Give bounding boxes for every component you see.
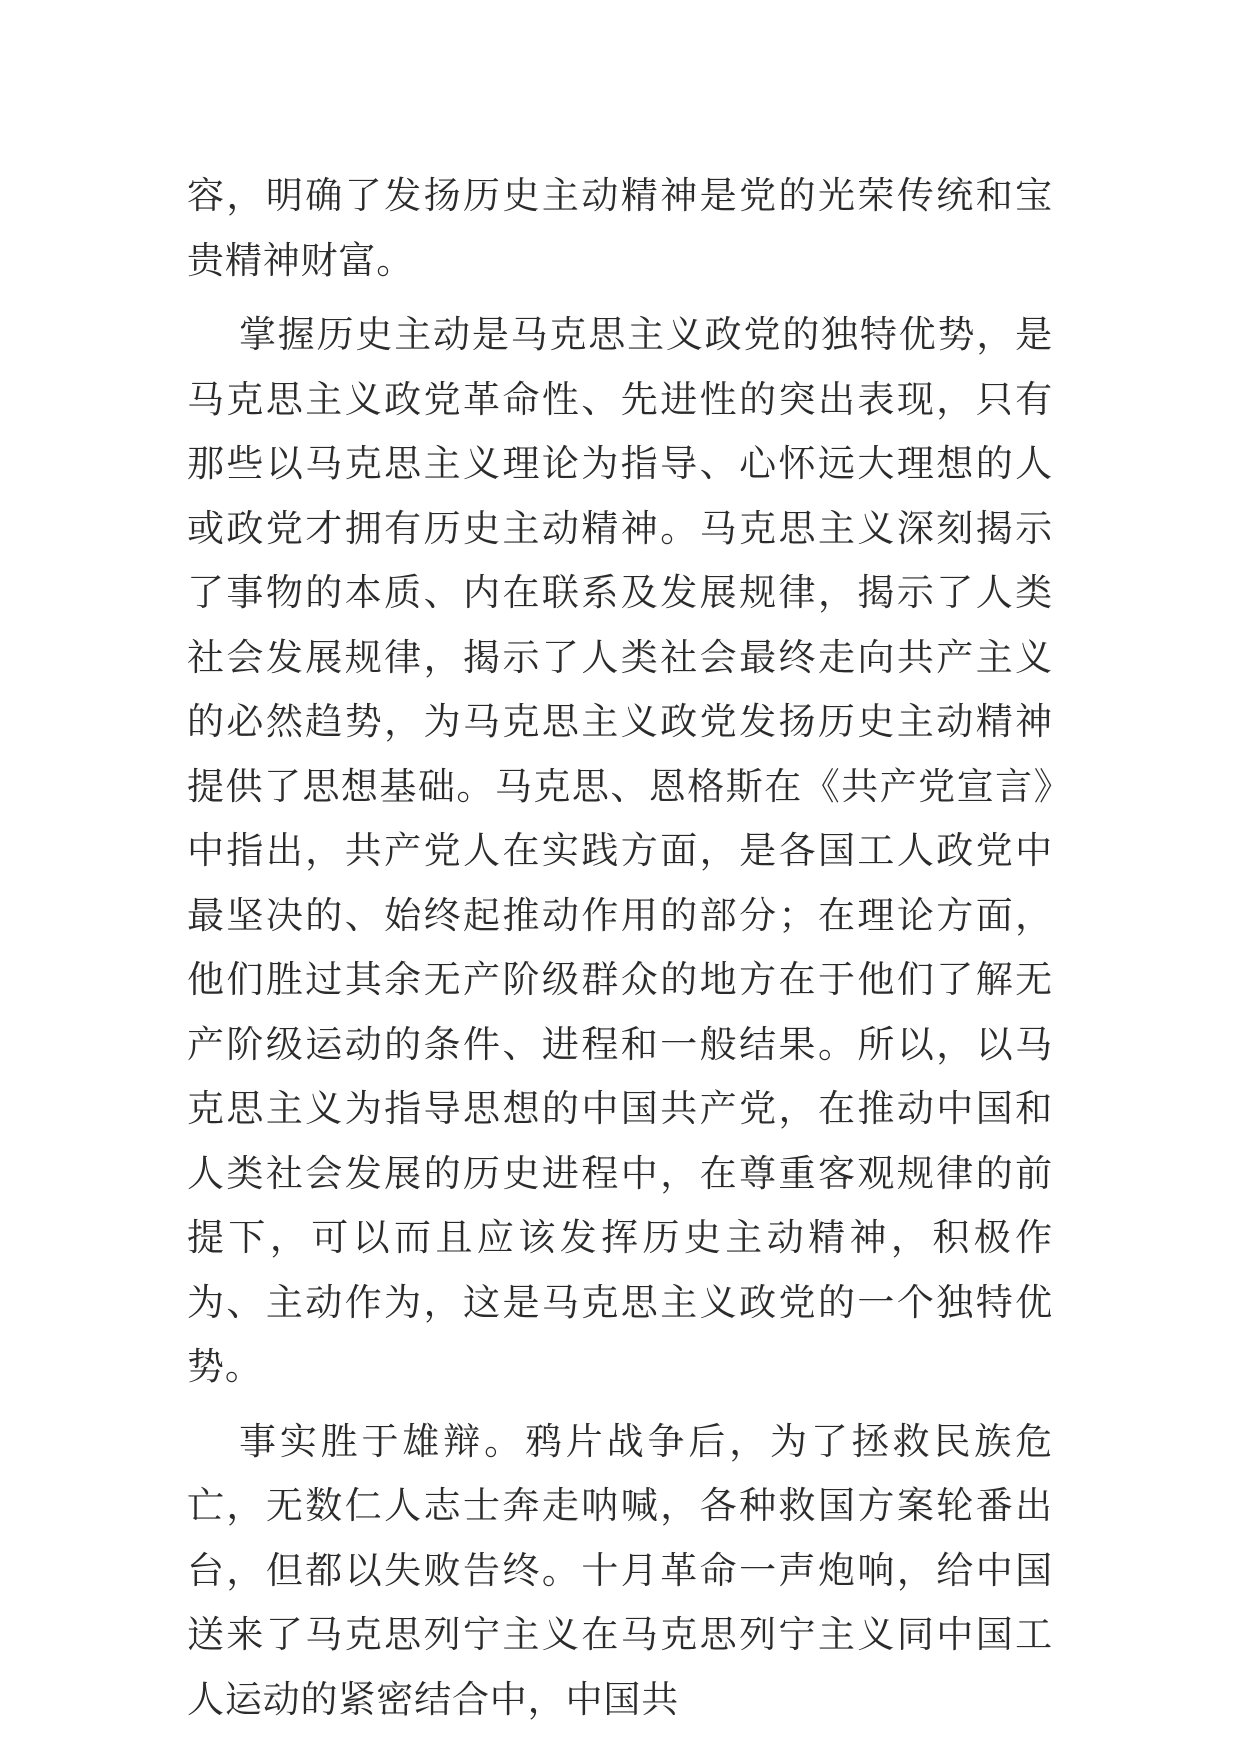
document-body — [187, 164, 1053, 1742]
paragraph-3: 事实胜于雄辩。鸦片战争后，为了拯救民族危亡，无数仁人志士奔走呐喊，各种救国方案轮番出台，但都以失败告终。十月革命一声炮响，给中国送来了马克思列宁主义在马克思列宁主义同中国工人运动的紧密结合中，中国共 — [187, 1419, 1053, 1721]
paragraph-1: 容，明确了发扬历史主动精神是党的光荣传统和宝贵精神财富。 — [187, 174, 1053, 282]
paragraph-2: 掌握历史主动是马克思主义政党的独特优势，是马克思主义政党革命性、先进性的突出表现，只有那些以马克思主义理论为指导、心怀远大理想的人或政党才拥有历史主动精神。马克思主义深刻揭示了事物的本质、内在联系及发展规律，揭示了人类社会发展规律，揭示了人类社会最终走向共产主义的必然趋势，为马克思主义政党发扬历史主动精神提供了思想基础。马克思、恩格斯在《共产党宣言》中指出，共产党人在实践方面，是各国工人政党中最坚决的、始终起推动作用的部分；在理论方面，他们胜过其余无产阶级群众的地方在于他们了解无产阶级运动的条件、进程和一般结果。所以，以马克思主义为指导思想的中国共产党，在推动中国和人类社会发展的历史进程中，在尊重客观规律的前提下，可以而且应该发挥历史主动精神，积极作为、主动作为，这是马克思主义政党的一个独特优势。 — [187, 313, 1053, 1388]
